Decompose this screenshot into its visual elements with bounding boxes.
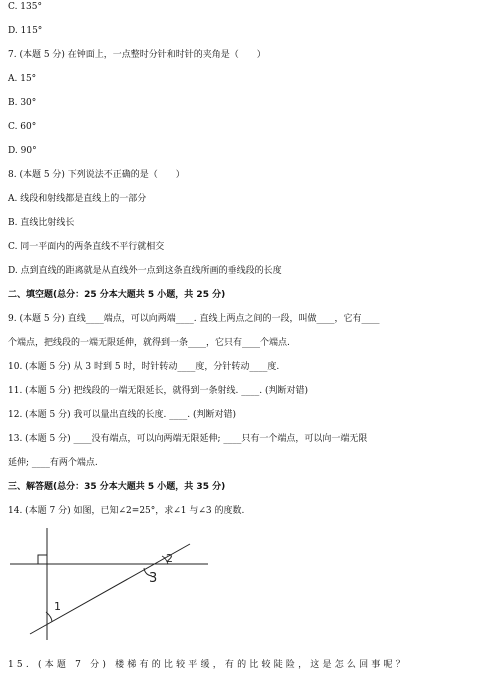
question-7-option-a: A. 15° bbox=[8, 74, 37, 84]
section-3-heading: 三、解答题(总分：35 分本大题共 5 小题，共 35 分) bbox=[8, 482, 226, 492]
question-7-option-c: C. 60° bbox=[8, 122, 37, 132]
option-c-135: C. 135° bbox=[8, 2, 42, 12]
question-13-line-1: 13. (本题 5 分) ____没有端点，可以向两端无限延伸; ____只有一个端点，可以向一端无限 bbox=[8, 434, 368, 444]
question-8-option-b: B. 直线比射线长 bbox=[8, 218, 75, 228]
right-angle-mark bbox=[38, 555, 47, 564]
question-8-option-c: C. 同一平面内的两条直线不平行就相交 bbox=[8, 242, 165, 252]
question-14: 14. (本题 7 分) 如图，已知∠2=25°，求∠1 与∠3 的度数. bbox=[8, 506, 245, 516]
section-2-heading: 二、填空题(总分：25 分本大题共 5 小题，共 25 分) bbox=[8, 290, 226, 300]
question-8-option-a: A. 线段和射线都是直线上的一部分 bbox=[8, 194, 147, 204]
angle-1-label: 1 bbox=[54, 600, 61, 613]
angle-2-label: 2 bbox=[166, 552, 173, 565]
question-7-option-d: D. 90° bbox=[8, 146, 37, 156]
question-9-line-1: 9. (本题 5 分) 直线____端点，可以向两端____. 直线上两点之间的一段，叫做____，它有____ bbox=[8, 314, 380, 324]
option-d-115: D. 115° bbox=[8, 26, 43, 36]
question-11: 11. (本题 5 分) 把线段的一端无限延长，就得到一条射线. ____. (判断对错) bbox=[8, 386, 308, 396]
question-12: 12. (本题 5 分) 我可以量出直线的长度. ____. (判断对错) bbox=[8, 410, 236, 420]
question-8: 8. (本题 5 分) 下列说法不正确的是（ ） bbox=[8, 170, 185, 180]
angle-3-label: 3 bbox=[149, 571, 158, 586]
question-7: 7. (本题 5 分) 在钟面上，一点整时分针和时针的夹角是（ ） bbox=[8, 50, 266, 60]
question-7-option-b: B. 30° bbox=[8, 98, 37, 108]
question-15: 15. (本题 7 分) 楼梯有的比较平缓，有的比较陡险，这是怎么回事呢？ bbox=[8, 660, 408, 670]
question-13-line-2: 延伸; ____有两个端点. bbox=[8, 458, 98, 468]
question-8-option-d: D. 点到直线的距离就是从直线外一点到这条直线所画的垂线段的长度 bbox=[8, 266, 282, 276]
question-9-line-2: 个端点，把线段的一端无限延伸，就得到一条____，它只有____个端点. bbox=[8, 338, 290, 348]
question-10: 10. (本题 5 分) 从 3 时到 5 时，时针转动____度，分针转动____度. bbox=[8, 362, 280, 372]
